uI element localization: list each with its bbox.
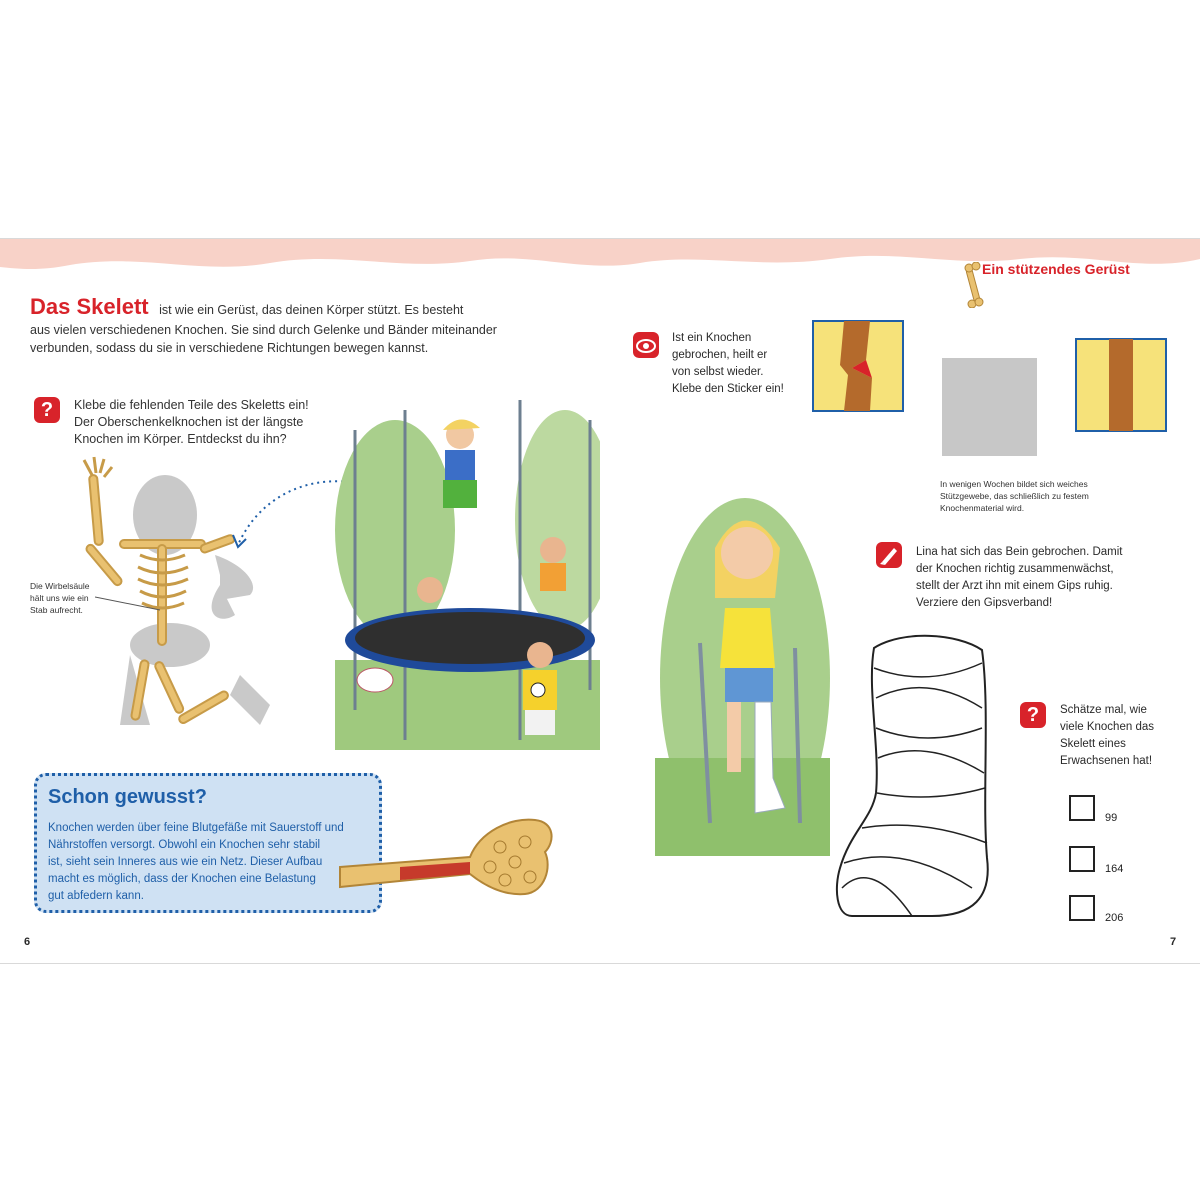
heal-caption-2: Stützgewebe, das schließlich zu festem <box>940 491 1089 501</box>
info-text-1: Knochen werden über feine Blutgefäße mit Sauerstoff und <box>48 822 344 834</box>
heal-caption-3: Knochenmaterial wird. <box>940 503 1025 513</box>
info-text <box>48 820 344 905</box>
eye-icon <box>633 332 659 358</box>
spine-pointer-line <box>95 595 165 615</box>
answer-checkbox-164[interactable] <box>1069 846 1095 872</box>
spine-caption-2: hält uns wie ein <box>30 593 89 603</box>
question-icon-estimate: ? <box>1020 702 1046 728</box>
healed-bone-picture <box>1075 338 1167 432</box>
bone-cross-section <box>330 812 560 922</box>
estimate-text-2: viele Knochen das <box>1060 721 1154 733</box>
info-text-5: gut abfedern kann. <box>48 890 144 902</box>
cast-text-2: der Knochen richtig zusammenwächst, <box>916 563 1114 575</box>
intro-text-1: ist wie ein Gerüst, das deinen Körper stützt. Es besteht <box>159 303 464 317</box>
estimate-text-1: Schätze mal, wie <box>1060 704 1147 716</box>
answer-label-164: 164 <box>1105 863 1124 875</box>
cast-text-3: stellt der Arzt ihn mit einem Gips ruhig. <box>916 580 1113 592</box>
heal-caption-1: In wenigen Wochen bildet sich weiches <box>940 479 1088 489</box>
info-text-4: macht es möglich, dass der Knochen eine Belastung <box>48 873 316 885</box>
estimate-text <box>1060 702 1154 770</box>
broken-bone-picture <box>812 320 904 412</box>
sticker-text <box>672 330 784 398</box>
sticker-text-4: Klebe den Sticker ein! <box>672 383 784 395</box>
spine-caption-3: Stab aufrecht. <box>30 605 83 615</box>
answer-label-99: 99 <box>1105 812 1118 824</box>
pencil-icon <box>876 542 902 568</box>
cast-text <box>916 544 1122 612</box>
intro-text-2: aus vielen verschiedenen Knochen. Sie sind durch Gelenke und Bänder miteinander <box>30 323 497 337</box>
sticker-text-2: gebrochen, heilt er <box>672 349 768 361</box>
page-number-right: 7 <box>1170 936 1177 948</box>
page-number-left: 6 <box>24 936 31 948</box>
task-text-1: Klebe die fehlenden Teile des Skeletts ein! <box>74 398 309 412</box>
sticker-text-3: von selbst wieder. <box>672 366 764 378</box>
spine-caption-1: Die Wirbelsäule <box>30 581 90 591</box>
girl-with-cast-illustration <box>655 478 830 856</box>
spine-caption <box>30 580 90 616</box>
info-title: Schon gewusst? <box>48 786 207 808</box>
info-text-3: ist, sieht sein Inneres aus wie ein Netz. Dieser Aufbau <box>48 856 323 868</box>
trampoline-illustration <box>335 380 600 750</box>
heal-caption <box>940 478 1089 514</box>
sticker-text-1: Ist ein Knochen <box>672 332 752 344</box>
page-title: Das Skelett <box>30 294 149 319</box>
cast-text-1: Lina hat sich das Bein gebrochen. Damit <box>916 546 1123 558</box>
section-header: Ein stützendes Gerüst <box>982 261 1130 277</box>
answer-checkbox-99[interactable] <box>1069 795 1095 821</box>
info-text-2: Nährstoffen versorgt. Obwohl ein Knochen sehr stabil <box>48 839 321 851</box>
page-title-line <box>30 294 463 320</box>
sticker-placeholder[interactable] <box>942 358 1037 456</box>
answer-checkbox-206[interactable] <box>1069 895 1095 921</box>
task-text-3: Knochen im Körper. Entdeckst du ihn? <box>74 432 287 446</box>
cast-outline-drawing[interactable] <box>832 628 1012 920</box>
estimate-text-4: Erwachsenen hat! <box>1060 755 1153 767</box>
cast-text-4: Verziere den Gipsverband! <box>916 597 1053 609</box>
task-text-2: Der Oberschenkelknochen ist der längste <box>74 415 304 429</box>
intro-text-3: verbunden, sodass du sie in verschiedene Richtungen bewegen kannst. <box>30 341 429 355</box>
estimate-text-3: Skelett eines <box>1060 738 1126 750</box>
answer-label-206: 206 <box>1105 912 1124 924</box>
question-icon: ? <box>34 397 60 423</box>
